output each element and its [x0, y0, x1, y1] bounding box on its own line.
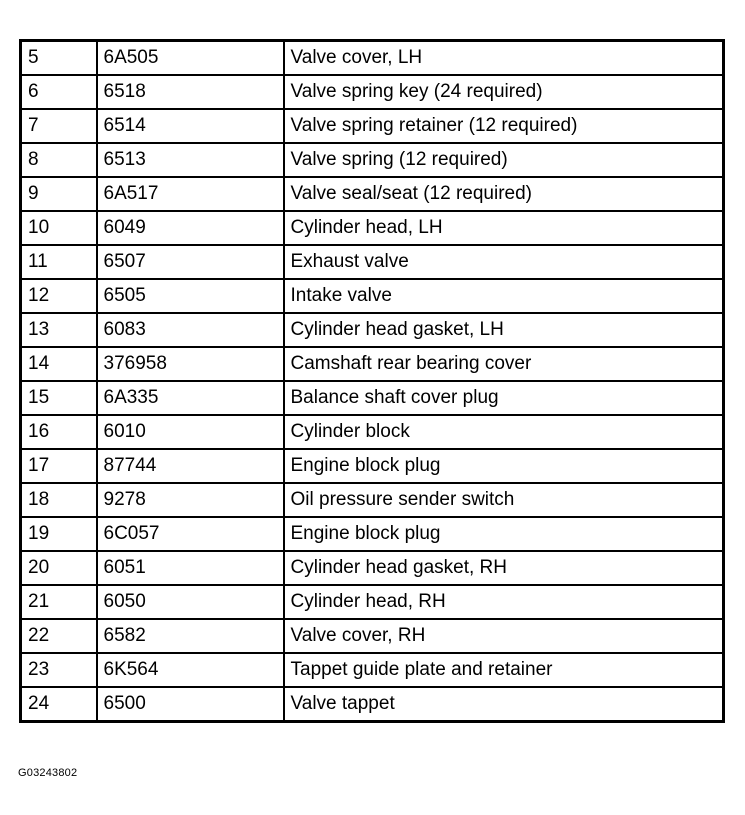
part-number-cell: 6514: [97, 109, 284, 143]
table-row: [21, 381, 724, 415]
item-number-cell: 20: [21, 551, 97, 585]
item-number-cell: 10: [21, 211, 97, 245]
part-number-cell: 6505: [97, 279, 284, 313]
item-number-cell: 12: [21, 279, 97, 313]
part-number-cell: 6049: [97, 211, 284, 245]
table-row: [21, 109, 724, 143]
table-row: [21, 75, 724, 109]
figure-id: G03243802: [18, 767, 78, 779]
description-cell: Balance shaft cover plug: [284, 381, 724, 415]
item-number-cell: 18: [21, 483, 97, 517]
part-number-cell: 6A505: [97, 41, 284, 76]
description-cell: Cylinder head, RH: [284, 585, 724, 619]
table-row: [21, 687, 724, 722]
table-row: [21, 41, 724, 76]
item-number-cell: 16: [21, 415, 97, 449]
parts-table: [19, 39, 725, 723]
item-number-cell: 9: [21, 177, 97, 211]
description-cell: Oil pressure sender switch: [284, 483, 724, 517]
description-cell: Tappet guide plate and retainer: [284, 653, 724, 687]
item-number-cell: 17: [21, 449, 97, 483]
item-number-cell: 7: [21, 109, 97, 143]
item-number-cell: 21: [21, 585, 97, 619]
table-row: [21, 585, 724, 619]
description-cell: Valve tappet: [284, 687, 724, 722]
table-row: [21, 449, 724, 483]
item-number-cell: 24: [21, 687, 97, 722]
item-number-cell: 23: [21, 653, 97, 687]
part-number-cell: 376958: [97, 347, 284, 381]
description-cell: Valve seal/seat (12 required): [284, 177, 724, 211]
part-number-cell: 6A335: [97, 381, 284, 415]
description-cell: Cylinder head gasket, RH: [284, 551, 724, 585]
table-row: [21, 619, 724, 653]
parts-table-body: [21, 41, 724, 722]
table-row: [21, 347, 724, 381]
part-number-cell: 6518: [97, 75, 284, 109]
table-row: [21, 483, 724, 517]
item-number-cell: 6: [21, 75, 97, 109]
description-cell: Valve cover, LH: [284, 41, 724, 76]
item-number-cell: 15: [21, 381, 97, 415]
table-row: [21, 211, 724, 245]
description-cell: Cylinder head gasket, LH: [284, 313, 724, 347]
part-number-cell: 6500: [97, 687, 284, 722]
item-number-cell: 19: [21, 517, 97, 551]
table-row: [21, 313, 724, 347]
table-row: [21, 279, 724, 313]
description-cell: Cylinder block: [284, 415, 724, 449]
item-number-cell: 13: [21, 313, 97, 347]
table-row: [21, 653, 724, 687]
description-cell: Valve spring key (24 required): [284, 75, 724, 109]
part-number-cell: 6083: [97, 313, 284, 347]
part-number-cell: 6A517: [97, 177, 284, 211]
table-row: [21, 177, 724, 211]
item-number-cell: 14: [21, 347, 97, 381]
table-row: [21, 415, 724, 449]
description-cell: Exhaust valve: [284, 245, 724, 279]
part-number-cell: 6C057: [97, 517, 284, 551]
item-number-cell: 8: [21, 143, 97, 177]
item-number-cell: 11: [21, 245, 97, 279]
part-number-cell: 6051: [97, 551, 284, 585]
description-cell: Cylinder head, LH: [284, 211, 724, 245]
description-cell: Valve cover, RH: [284, 619, 724, 653]
description-cell: Valve spring retainer (12 required): [284, 109, 724, 143]
part-number-cell: 6050: [97, 585, 284, 619]
table-row: [21, 143, 724, 177]
description-cell: Intake valve: [284, 279, 724, 313]
table-row: [21, 551, 724, 585]
description-cell: Valve spring (12 required): [284, 143, 724, 177]
description-cell: Camshaft rear bearing cover: [284, 347, 724, 381]
part-number-cell: 87744: [97, 449, 284, 483]
part-number-cell: 6513: [97, 143, 284, 177]
item-number-cell: 22: [21, 619, 97, 653]
part-number-cell: 6582: [97, 619, 284, 653]
part-number-cell: 6507: [97, 245, 284, 279]
part-number-cell: 6010: [97, 415, 284, 449]
table-row: [21, 245, 724, 279]
part-number-cell: 6K564: [97, 653, 284, 687]
part-number-cell: 9278: [97, 483, 284, 517]
table-row: [21, 517, 724, 551]
description-cell: Engine block plug: [284, 449, 724, 483]
item-number-cell: 5: [21, 41, 97, 76]
description-cell: Engine block plug: [284, 517, 724, 551]
